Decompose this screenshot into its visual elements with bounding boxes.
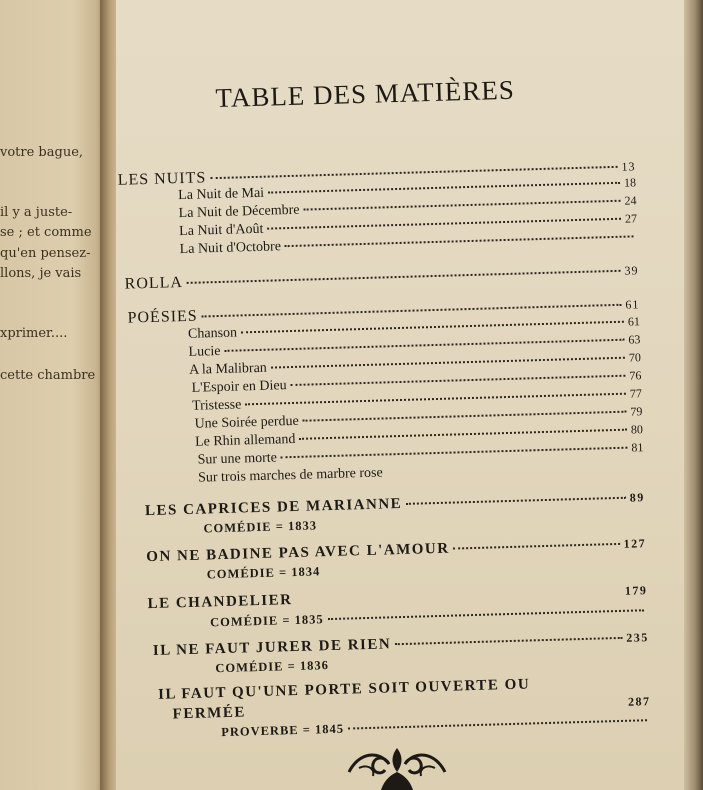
page-number: 81 bbox=[631, 440, 644, 455]
page-number: 61 bbox=[625, 297, 640, 312]
leader-dots bbox=[303, 411, 627, 422]
page-number: 13 bbox=[621, 159, 636, 174]
toc-item-label: La Nuit de Mai bbox=[177, 185, 265, 204]
toc-item-label: La Nuit d'Août bbox=[179, 221, 264, 240]
page-number: 27 bbox=[624, 211, 638, 226]
toc-section-label: POÉSIES bbox=[127, 307, 198, 327]
leader-dots bbox=[202, 304, 622, 318]
leader-dots bbox=[285, 235, 634, 247]
toc-section-label: ROLLA bbox=[124, 274, 184, 293]
leader-dots bbox=[281, 447, 628, 459]
page-number: 18 bbox=[623, 175, 637, 190]
left-page-line: votre bague, bbox=[0, 145, 84, 160]
page-title: TABLE DES MATIÈRES bbox=[215, 74, 516, 114]
leader-dots bbox=[224, 339, 624, 352]
toc-item-label: Le Rhin allemand bbox=[194, 431, 296, 450]
left-page-line: il y a juste- bbox=[0, 205, 73, 220]
left-page-line: llons, je vais bbox=[0, 266, 82, 281]
toc-play-genre-label: COMÉDIE = 1835 bbox=[209, 612, 324, 630]
leader-dots bbox=[304, 200, 621, 211]
leader-dots bbox=[328, 609, 644, 620]
page-number: 127 bbox=[623, 536, 647, 551]
toc-play-genre-label: COMÉDIE = 1834 bbox=[206, 564, 321, 582]
left-page-line: cette chambre bbox=[0, 368, 96, 383]
toc-play-caprices bbox=[145, 489, 645, 520]
page-number: 235 bbox=[626, 630, 649, 645]
toc-play-genre bbox=[215, 658, 329, 676]
page-number: 61 bbox=[627, 314, 641, 329]
page-number: 80 bbox=[630, 422, 644, 437]
leader-dots bbox=[348, 719, 647, 729]
page-number: 63 bbox=[628, 332, 641, 347]
toc-item-label: La Nuit de Décembre bbox=[178, 202, 300, 222]
toc-play-title: IL FAUT QU'UNE PORTE SOIT OUVERTE OU bbox=[157, 676, 531, 703]
toc-play-jurer bbox=[153, 629, 649, 660]
toc-item-label: Lucie bbox=[188, 343, 221, 360]
toc-play-title: ON NE BADINE PAS AVEC L'AMOUR bbox=[146, 540, 450, 566]
toc-item-label: Chanson bbox=[187, 325, 238, 342]
toc-play-title: IL NE FAUT JURER DE RIEN bbox=[152, 636, 392, 659]
leader-dots bbox=[187, 270, 621, 284]
toc-play-badine bbox=[146, 535, 646, 566]
toc-item-label: Une Soirée perdue bbox=[194, 413, 299, 432]
toc-item-label: La Nuit d'Octobre bbox=[179, 239, 282, 258]
page-number: 76 bbox=[629, 368, 642, 383]
page-number: 179 bbox=[624, 583, 648, 598]
toc-item-label: Tristesse bbox=[191, 397, 242, 414]
page-number: 24 bbox=[624, 193, 637, 208]
toc-play-title: LE CHANDELIER bbox=[147, 592, 293, 613]
leader-dots bbox=[299, 429, 627, 440]
toc-item-label: Sur une morte bbox=[197, 450, 278, 468]
page-number: 39 bbox=[624, 263, 639, 278]
toc-play-genre bbox=[207, 564, 321, 582]
page-number: 89 bbox=[629, 490, 646, 505]
toc-play-genre-label: COMÉDIE = 1833 bbox=[203, 518, 318, 536]
left-page-line: qu'en pensez- bbox=[0, 246, 91, 261]
page-number: 77 bbox=[629, 386, 643, 401]
toc-item-label: Sur trois marches de marbre rose bbox=[197, 465, 383, 486]
page-number: 287 bbox=[627, 694, 651, 709]
leader-dots bbox=[245, 393, 626, 406]
left-page-line: xprimer.... bbox=[0, 326, 68, 341]
leader-dots bbox=[267, 218, 621, 230]
page-number: 79 bbox=[630, 404, 643, 419]
leader-dots bbox=[454, 543, 620, 550]
floral-ornament-icon bbox=[345, 742, 449, 790]
toc-play-genre-label: PROVERBE = 1845 bbox=[221, 721, 345, 740]
leader-dots bbox=[395, 637, 622, 645]
page-number: 70 bbox=[628, 350, 642, 365]
toc-play-genre-label: COMÉDIE = 1836 bbox=[215, 658, 330, 676]
toc-play-title: LES CAPRICES DE MARIANNE bbox=[144, 495, 403, 520]
toc-play-genre bbox=[203, 518, 317, 536]
toc-section-rolla bbox=[124, 261, 638, 293]
toc-section-label: LES NUITS bbox=[117, 169, 207, 189]
left-page-line: se ; et comme bbox=[0, 225, 92, 240]
leader-dots bbox=[406, 497, 626, 505]
toc-item-label: A la Malibran bbox=[188, 360, 268, 378]
leader-dots bbox=[271, 357, 625, 369]
leader-dots bbox=[268, 182, 620, 194]
leader-dots bbox=[291, 375, 626, 386]
toc-item-label: L'Espoir en Dieu bbox=[191, 378, 287, 396]
toc-play-title: FERMÉE bbox=[172, 704, 247, 723]
